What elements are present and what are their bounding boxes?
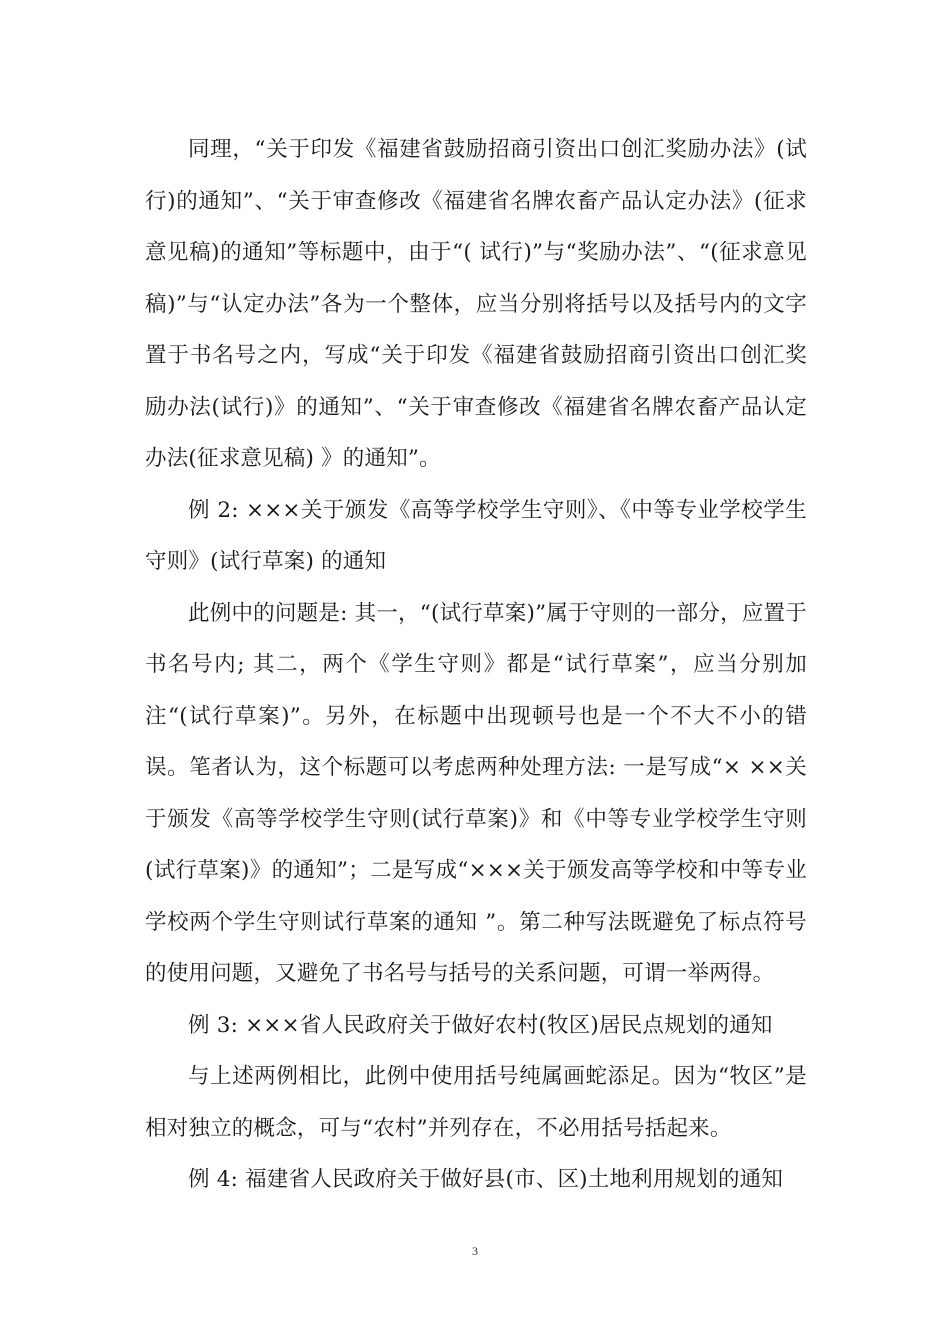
page-number: 3 — [472, 1244, 478, 1258]
paragraph-example-2-title: 例 2: ×××关于颁发《高等学校学生守则》、《中等专业学校学生守则》(试行草案) 的通知 — [145, 497, 807, 574]
paragraph-example-4-title: 例 4: 福建省人民政府关于做好县(市、区)土地利用规划的通知 — [188, 1167, 784, 1192]
document-body — [145, 124, 807, 1206]
paragraph-bracket-placement: 同理，“关于印发《福建省鼓励招商引资出口创汇奖励办法》(试行)的通知”、“关于审查修改《福建省名牌农畜产品认定办法》(征求意见稿)的通知”等标题中，由于“( 试行)”与“奖励办法”、“(征求意见稿)”与“认定办法”各为一个整体，应当分别将括号以及括号内的文字置于书名号之内，写成“关于印发《福建省鼓励招商引资出口创汇奖励办法(试行)》的通知”、“关于审查修改《福建省名牌农畜产品认定办法(征求意见稿) 》的通知”。 — [145, 137, 807, 471]
paragraph-example-3-analysis: 与上述两例相比，此例中使用括号纯属画蛇添足。因为“牧区”是相对独立的概念，可与“农村”并列存在，不必用括号括起来。 — [145, 1064, 807, 1141]
paragraph-example-3-title: 例 3: ×××省人民政府关于做好农村(牧区)居民点规划的通知 — [188, 1012, 773, 1038]
paragraph-example-2-analysis: 此例中的问题是: 其一，“(试行草案)”属于守则的一部分，应置于书名号内; 其二，两个《学生守则》都是“试行草案”，应当分别加注“(试行草案)”。另外，在标题中出现顿号也是一个不大不小的错误。笔者认为，这个标题可以考虑两种处理方法: 一是写成“× ××关于颁发《高等学校学生守则(试行草案)》和《中等专业学校学生守则(试行草案)》的通知”；二是写成“×××关于颁发高等学校和中等专业学校两个学生守则试行草案的通知 ”。第二种写法既避免了标点符号的使用问题，又避免了书名号与括号的关系问题，可谓一举两得。 — [145, 600, 807, 986]
